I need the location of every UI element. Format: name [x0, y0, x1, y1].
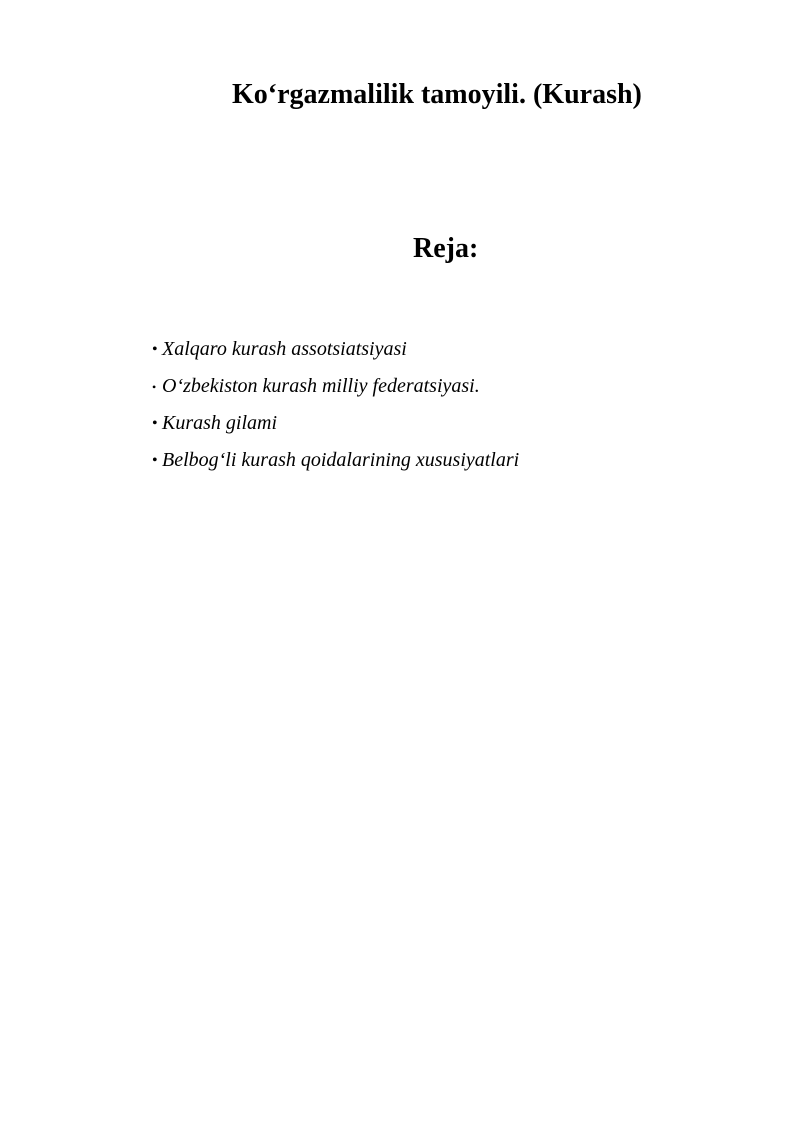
plan-heading: Reja:	[413, 233, 479, 264]
plan-list	[152, 331, 519, 479]
plan-item	[152, 442, 519, 479]
plan-item	[152, 405, 519, 442]
plan-item-text: O‘zbekiston kurash milliy federatsiyasi.	[162, 375, 480, 397]
plan-item	[152, 368, 519, 405]
bullet-icon: •	[152, 452, 158, 469]
bullet-icon: •	[152, 380, 157, 394]
plan-item-text: Xalqaro kurash assotsiatsiyasi	[162, 338, 407, 360]
bullet-icon: •	[152, 415, 158, 432]
bullet-icon: •	[152, 341, 158, 358]
plan-item-text: Kurash gilami	[162, 412, 278, 434]
plan-item-text: Belbog‘li kurash qoidalarining xususiyatlari	[162, 449, 520, 471]
document-title: Ko‘rgazmalilik tamoyili. (Kurash)	[232, 79, 642, 110]
plan-item	[152, 331, 519, 368]
